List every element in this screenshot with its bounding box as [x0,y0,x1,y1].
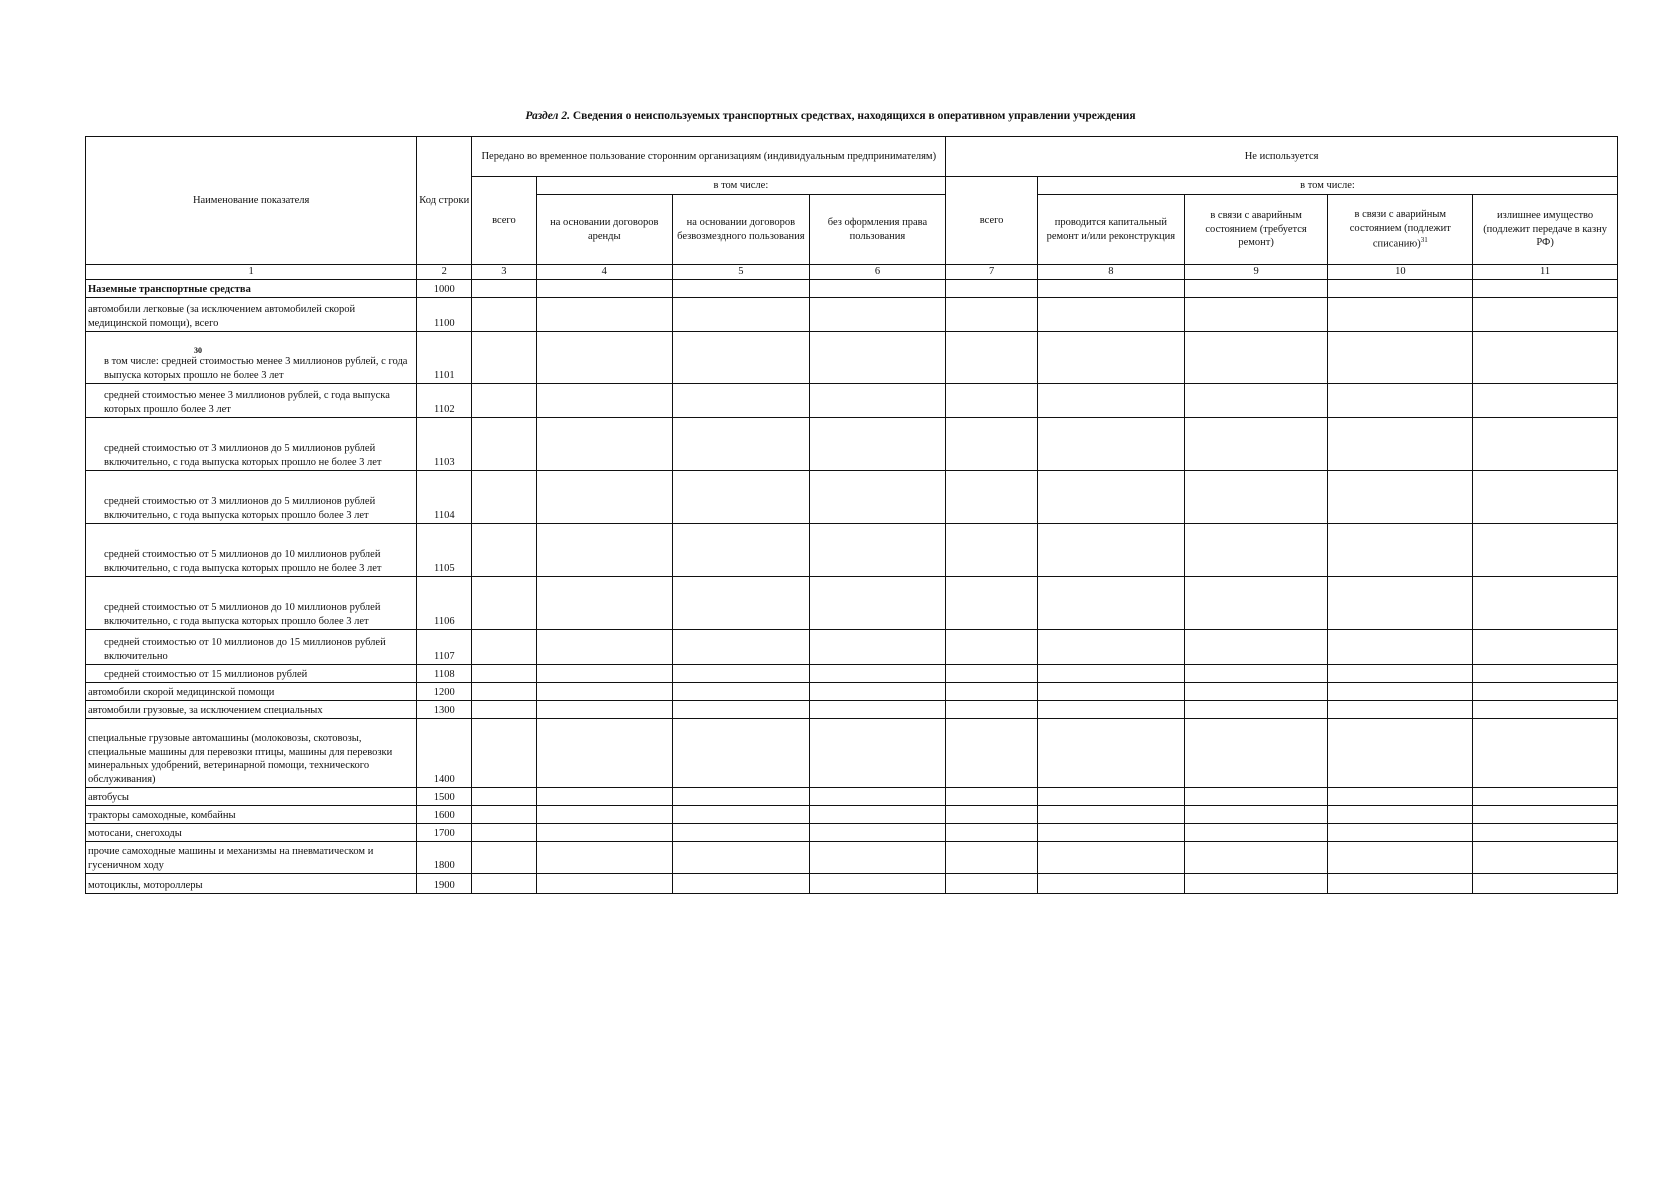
empty-cell[interactable] [946,383,1038,417]
table-row [86,682,1618,700]
empty-cell[interactable] [809,383,946,417]
empty-cell[interactable] [946,417,1038,470]
header-emergency-repair: в связи с аварийным состоянием (требуется ремонт) [1184,195,1328,265]
empty-cell[interactable] [1473,523,1618,576]
empty-cell[interactable] [536,383,673,417]
row-name-text: средней стоимостью от 10 миллионов до 15 миллионов рублей включительно [104,637,386,662]
empty-cell[interactable] [1328,873,1473,893]
empty-cell[interactable] [673,417,810,470]
empty-cell[interactable] [1037,841,1184,873]
empty-cell[interactable] [673,805,810,823]
table-row [86,576,1618,629]
empty-cell[interactable] [472,383,536,417]
empty-cell[interactable] [1328,682,1473,700]
empty-cell[interactable] [1184,470,1328,523]
row-code: 1200 [417,682,472,700]
row-name [86,823,417,841]
row-name-text: средней стоимостью от 5 миллионов до 10 миллионов рублей включительно, с года выпуска которых прошло не более 3 лет [104,549,382,574]
empty-cell[interactable] [1184,417,1328,470]
table-row [86,383,1618,417]
empty-cell[interactable] [673,787,810,805]
header-transferred: Передано во временное пользование сторонним организациям (индивидуальным предпринимателям) [472,137,946,177]
row-code: 1102 [417,383,472,417]
empty-cell[interactable] [809,523,946,576]
table-row [86,470,1618,523]
empty-cell[interactable] [1184,841,1328,873]
table-row [86,279,1618,297]
empty-cell[interactable] [1473,279,1618,297]
row-name-text: средней стоимостью от 5 миллионов до 10 миллионов рублей включительно, с года выпуска которых прошло более 3 лет [104,602,381,627]
empty-cell[interactable] [1037,787,1184,805]
empty-cell[interactable] [1328,297,1473,331]
empty-cell[interactable] [809,279,946,297]
empty-cell[interactable] [1473,823,1618,841]
row-name [86,279,417,297]
empty-cell[interactable] [1473,417,1618,470]
empty-cell[interactable] [1184,823,1328,841]
empty-cell[interactable] [1473,873,1618,893]
empty-cell[interactable] [472,523,536,576]
empty-cell[interactable] [472,331,536,383]
empty-cell[interactable] [1184,700,1328,718]
row-name [86,873,417,893]
empty-cell[interactable] [809,576,946,629]
empty-cell[interactable] [1328,383,1473,417]
empty-cell[interactable] [673,383,810,417]
empty-cell[interactable] [472,417,536,470]
empty-cell[interactable] [1473,576,1618,629]
empty-cell[interactable] [809,417,946,470]
empty-cell[interactable] [1328,700,1473,718]
empty-cell[interactable] [1037,718,1184,787]
empty-cell[interactable] [536,629,673,664]
row-name-text: средней стоимостью от 3 миллионов до 5 миллионов рублей включительно, с года выпуска которых прошло более 3 лет [104,496,376,521]
empty-cell[interactable] [472,787,536,805]
header-surplus: излишнее имущество (подлежит передаче в казну РФ) [1473,195,1618,265]
empty-cell[interactable] [1328,331,1473,383]
header-not-used: Не используется [946,137,1618,177]
empty-cell[interactable] [946,297,1038,331]
row-name [86,629,417,664]
table-row [86,629,1618,664]
empty-cell[interactable] [472,297,536,331]
row-name-text: прочие самоходные машины и механизмы на пневматическом и гусеничном ходу [88,846,374,871]
empty-cell[interactable] [1184,873,1328,893]
table-row [86,841,1618,873]
table-row [86,523,1618,576]
empty-cell[interactable] [536,787,673,805]
empty-cell[interactable] [673,823,810,841]
footnote-30: 30 [194,346,202,356]
empty-cell[interactable] [946,823,1038,841]
empty-cell[interactable] [946,873,1038,893]
row-name [86,470,417,523]
col-number: 10 [1328,265,1473,280]
empty-cell[interactable] [946,523,1038,576]
row-name-text: Наземные транспортные средства [88,284,251,295]
row-code: 1700 [417,823,472,841]
page-title [0,110,1661,122]
section-title: Сведения о неиспользуемых транспортных средствах, находящихся в оперативном управлении учреждения [572,110,1136,122]
empty-cell[interactable] [809,297,946,331]
header-including-transferred: в том числе: [536,177,946,195]
empty-cell[interactable] [1184,297,1328,331]
row-code: 1600 [417,805,472,823]
empty-cell[interactable] [1037,523,1184,576]
empty-cell[interactable] [809,805,946,823]
empty-cell[interactable] [1184,331,1328,383]
col-number: 6 [809,265,946,280]
empty-cell[interactable] [536,823,673,841]
empty-cell[interactable] [1037,805,1184,823]
table-row [86,823,1618,841]
empty-cell[interactable] [673,279,810,297]
row-code: 1101 [417,331,472,383]
column-numbers-row [86,265,1618,280]
empty-cell[interactable] [673,470,810,523]
row-code: 1106 [417,576,472,629]
col-number: 7 [946,265,1038,280]
empty-cell[interactable] [1473,664,1618,682]
empty-cell[interactable] [1184,787,1328,805]
empty-cell[interactable] [1473,718,1618,787]
empty-cell[interactable] [1037,470,1184,523]
header-capital-repair: проводится капитальный ремонт и/или реконструкция [1037,195,1184,265]
table-row [86,664,1618,682]
empty-cell[interactable] [472,823,536,841]
col-number: 5 [673,265,810,280]
empty-cell[interactable] [1473,383,1618,417]
empty-cell[interactable] [1473,805,1618,823]
row-name-text: средней стоимостью от 15 миллионов рублей [104,669,308,680]
empty-cell[interactable] [809,700,946,718]
empty-cell[interactable] [1037,297,1184,331]
empty-cell[interactable] [1328,279,1473,297]
empty-cell[interactable] [673,297,810,331]
empty-cell[interactable] [1328,718,1473,787]
empty-cell[interactable] [1473,297,1618,331]
empty-cell[interactable] [946,787,1038,805]
empty-cell[interactable] [1473,841,1618,873]
col-number: 2 [417,265,472,280]
empty-cell[interactable] [472,682,536,700]
col-number: 3 [472,265,536,280]
row-code: 1800 [417,841,472,873]
row-name [86,417,417,470]
writeoff-text: в связи с аварийным состоянием (подлежит списанию) [1349,209,1451,250]
header-free-use: на основании договоров безвозмездного пользования [673,195,810,265]
empty-cell[interactable] [673,576,810,629]
table-row [86,873,1618,893]
empty-cell[interactable] [536,331,673,383]
empty-cell[interactable] [1328,823,1473,841]
col-number: 8 [1037,265,1184,280]
empty-cell[interactable] [946,700,1038,718]
empty-cell[interactable] [472,664,536,682]
row-name-text: мотоциклы, мотороллеры [88,880,203,891]
empty-cell[interactable] [1328,664,1473,682]
row-name [86,576,417,629]
row-code: 1105 [417,523,472,576]
empty-cell[interactable] [472,279,536,297]
col-number: 1 [86,265,417,280]
empty-cell[interactable] [809,664,946,682]
empty-cell[interactable] [946,682,1038,700]
row-name [86,297,417,331]
empty-cell[interactable] [1328,629,1473,664]
empty-cell[interactable] [536,682,673,700]
row-name-text: мотосани, снегоходы [88,828,182,839]
table-row [86,787,1618,805]
empty-cell[interactable] [1184,279,1328,297]
empty-cell[interactable] [1037,682,1184,700]
empty-cell[interactable] [472,841,536,873]
empty-cell[interactable] [472,700,536,718]
row-name-text: средней стоимостью от 3 миллионов до 5 миллионов рублей включительно, с года выпуска которых прошло не более 3 лет [104,443,382,468]
empty-cell[interactable] [946,331,1038,383]
row-code: 1104 [417,470,472,523]
table-row [86,805,1618,823]
row-name [86,841,417,873]
empty-cell[interactable] [1184,629,1328,664]
empty-cell[interactable] [536,805,673,823]
empty-cell[interactable] [1037,629,1184,664]
table-row [86,417,1618,470]
empty-cell[interactable] [809,470,946,523]
header-code: Код строки [417,137,472,265]
empty-cell[interactable] [1473,700,1618,718]
empty-cell[interactable] [673,718,810,787]
vehicles-table [85,136,1618,894]
empty-cell[interactable] [536,873,673,893]
row-name-text: специальные грузовые автомашины (молоковозы, скотовозы, специальные машины для перевозки птицы, машины для перевозки минеральных удобрений, ветеринарной помощи, технического обслуживания) [88,733,393,785]
empty-cell[interactable] [536,718,673,787]
empty-cell[interactable] [1184,523,1328,576]
empty-cell[interactable] [472,718,536,787]
empty-cell[interactable] [809,629,946,664]
empty-cell[interactable] [809,841,946,873]
empty-cell[interactable] [1328,576,1473,629]
row-name [86,805,417,823]
empty-cell[interactable] [1473,787,1618,805]
footnote-31: 31 [1420,235,1428,244]
empty-cell[interactable] [536,576,673,629]
table-row [86,718,1618,787]
header-rent: на основании договоров аренды [536,195,673,265]
empty-cell[interactable] [1473,331,1618,383]
empty-cell[interactable] [946,805,1038,823]
empty-cell[interactable] [1037,664,1184,682]
empty-cell[interactable] [1184,383,1328,417]
table-header [86,137,1618,280]
row-name-text: автомобили скорой медицинской помощи [88,687,275,698]
row-code: 1900 [417,873,472,893]
empty-cell[interactable] [1037,279,1184,297]
empty-cell[interactable] [536,470,673,523]
header-no-documents: без оформления права пользования [809,195,946,265]
empty-cell[interactable] [809,331,946,383]
empty-cell[interactable] [1037,576,1184,629]
empty-cell[interactable] [946,629,1038,664]
row-name [86,682,417,700]
empty-cell[interactable] [809,823,946,841]
empty-cell[interactable] [1184,805,1328,823]
empty-cell[interactable] [1473,470,1618,523]
empty-cell[interactable] [536,841,673,873]
empty-cell[interactable] [1328,841,1473,873]
empty-cell[interactable] [1184,718,1328,787]
row-code: 1500 [417,787,472,805]
row-name-text: средней стоимостью менее 3 миллионов рублей, с года выпуска которых прошло более 3 лет [104,390,390,415]
empty-cell[interactable] [536,700,673,718]
empty-cell[interactable] [809,682,946,700]
row-code: 1107 [417,629,472,664]
empty-cell[interactable] [536,279,673,297]
empty-cell[interactable] [1328,470,1473,523]
empty-cell[interactable] [536,664,673,682]
empty-cell[interactable] [673,523,810,576]
col-number: 11 [1473,265,1618,280]
row-name [86,787,417,805]
row-name-text: автомобили легковые (за исключением автомобилей скорой медицинской помощи), всего [88,304,356,329]
empty-cell[interactable] [1037,873,1184,893]
empty-cell[interactable] [1328,787,1473,805]
row-code: 1300 [417,700,472,718]
empty-cell[interactable] [1037,823,1184,841]
empty-cell[interactable] [1328,523,1473,576]
header-name: Наименование показателя [86,137,417,265]
row-name [86,523,417,576]
empty-cell[interactable] [673,664,810,682]
row-name [86,383,417,417]
row-name [86,700,417,718]
empty-cell[interactable] [946,470,1038,523]
header-total-transferred: всего [472,177,536,265]
header-including-not-used: в том числе: [1037,177,1617,195]
row-code: 1000 [417,279,472,297]
empty-cell[interactable] [472,805,536,823]
header-total-not-used: всего [946,177,1038,265]
row-name-text: в том числе: средней стоимостью менее 3 миллионов рублей, с года выпуска которых прошло не более 3 лет [104,356,408,381]
row-code: 1400 [417,718,472,787]
empty-cell[interactable] [946,664,1038,682]
empty-cell[interactable] [673,331,810,383]
empty-cell[interactable] [946,718,1038,787]
empty-cell[interactable] [1473,682,1618,700]
col-number: 9 [1184,265,1328,280]
empty-cell[interactable] [1037,700,1184,718]
empty-cell[interactable] [1037,383,1184,417]
empty-cell[interactable] [809,873,946,893]
empty-cell[interactable] [946,279,1038,297]
empty-cell[interactable] [1037,417,1184,470]
empty-cell[interactable] [1328,805,1473,823]
empty-cell[interactable] [673,700,810,718]
empty-cell[interactable] [673,841,810,873]
empty-cell[interactable] [1184,664,1328,682]
row-name [86,718,417,787]
empty-cell[interactable] [536,523,673,576]
row-code: 1100 [417,297,472,331]
col-number: 4 [536,265,673,280]
empty-cell[interactable] [1184,576,1328,629]
row-name-text: автобусы [88,792,129,803]
row-name [86,331,417,383]
empty-cell[interactable] [673,682,810,700]
table-row [86,331,1618,383]
table-row [86,700,1618,718]
empty-cell[interactable] [1037,331,1184,383]
empty-cell[interactable] [1184,682,1328,700]
empty-cell[interactable] [536,417,673,470]
empty-cell[interactable] [673,873,810,893]
empty-cell[interactable] [673,629,810,664]
table-row [86,297,1618,331]
section-label: Раздел 2. [525,110,570,122]
empty-cell[interactable] [809,718,946,787]
row-name [86,664,417,682]
empty-cell[interactable] [536,297,673,331]
row-code: 1108 [417,664,472,682]
row-name-text: тракторы самоходные, комбайны [88,810,236,821]
empty-cell[interactable] [472,873,536,893]
row-code: 1103 [417,417,472,470]
table-body [86,279,1618,893]
empty-cell[interactable] [946,841,1038,873]
empty-cell[interactable] [472,629,536,664]
empty-cell[interactable] [1328,417,1473,470]
empty-cell[interactable] [472,470,536,523]
empty-cell[interactable] [1473,629,1618,664]
empty-cell[interactable] [472,576,536,629]
empty-cell[interactable] [946,576,1038,629]
empty-cell[interactable] [809,787,946,805]
header-emergency-writeoff [1328,195,1473,265]
row-name-text: автомобили грузовые, за исключением специальных [88,705,323,716]
